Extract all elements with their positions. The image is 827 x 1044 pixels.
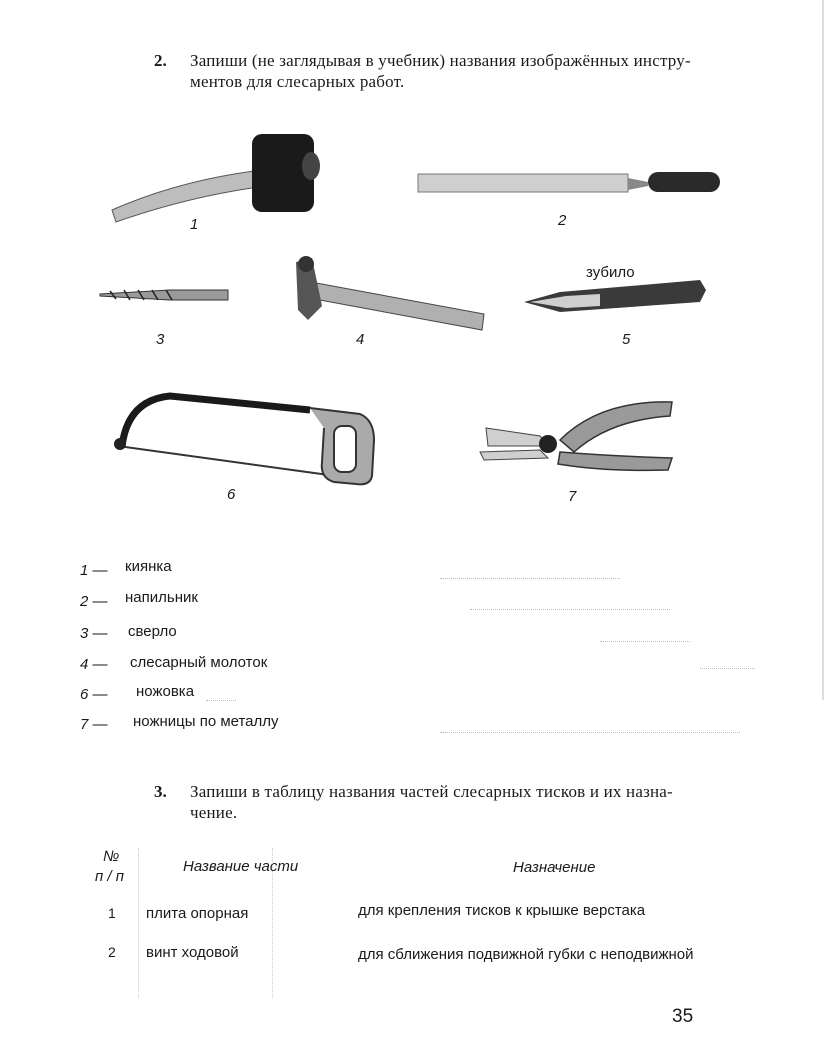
table-row-1-number: 1	[108, 905, 116, 921]
answer-text-3: сверло	[128, 623, 177, 640]
table-header-number: п / п	[95, 868, 125, 885]
task-2-line-1: Запиши (не заглядывая в учебник) названия изображённых инстру-	[190, 51, 691, 70]
table-row-2-part-name: винт ходовой	[146, 944, 239, 961]
answer-number-1: 1 —	[80, 562, 108, 579]
answer-line-6	[440, 732, 740, 733]
task-2-line-2: ментов для слесарных работ.	[190, 72, 405, 91]
table-header-purpose: Назначение	[513, 859, 596, 876]
figure-label-6: 6	[227, 486, 236, 503]
handwritten-note-chisel: зубило	[586, 264, 635, 281]
answer-line-3	[600, 641, 690, 642]
table-row-1-purpose: для крепления тисков к крышке верстака	[358, 902, 646, 919]
task-3-line-1: Запиши в таблицу названия частей слесарных тисков и их назна-	[190, 782, 673, 801]
answer-number-3: 3 —	[80, 625, 108, 642]
figure-label-5: 5	[622, 331, 631, 348]
answer-number-2: 2 —	[80, 593, 108, 610]
table-row-2-number: 2	[108, 944, 116, 960]
answer-line-5	[206, 700, 236, 701]
table-column-divider-1	[138, 848, 139, 998]
figure-label-2: 2	[558, 212, 567, 229]
task-2-number: 2.	[154, 51, 167, 70]
task-3-line-2: чение.	[190, 803, 238, 822]
table-header-number-sign: №	[103, 848, 120, 865]
table-column-divider-2	[272, 848, 273, 998]
answer-number-4: 4 —	[80, 656, 108, 673]
table-row-1-part-name: плита опорная	[146, 905, 249, 922]
answer-line-1	[440, 578, 620, 579]
table-row-2-purpose: для сближения подвижной губки с неподвижной	[358, 946, 694, 963]
answer-text-1: киянка	[125, 558, 172, 575]
figure-label-7: 7	[568, 488, 577, 505]
answer-line-4	[700, 668, 755, 669]
table-header-part-name: Название части	[183, 858, 299, 875]
answer-number-6: 7 —	[80, 716, 108, 733]
task-3-number: 3.	[154, 782, 167, 801]
figure-label-1: 1	[190, 216, 199, 233]
page-edge-line	[822, 0, 824, 700]
answer-line-2	[470, 609, 670, 610]
answer-text-4: слесарный молоток	[130, 654, 268, 671]
answer-text-6: ножницы по металлу	[133, 713, 279, 730]
figure-label-4: 4	[356, 331, 365, 348]
task-3-heading	[154, 781, 794, 825]
page-number: 35	[672, 1006, 694, 1027]
answer-text-5: ножовка	[136, 683, 195, 700]
answer-number-5: 6 —	[80, 686, 108, 703]
answer-text-2: напильник	[125, 589, 198, 606]
figure-label-3: 3	[156, 331, 165, 348]
